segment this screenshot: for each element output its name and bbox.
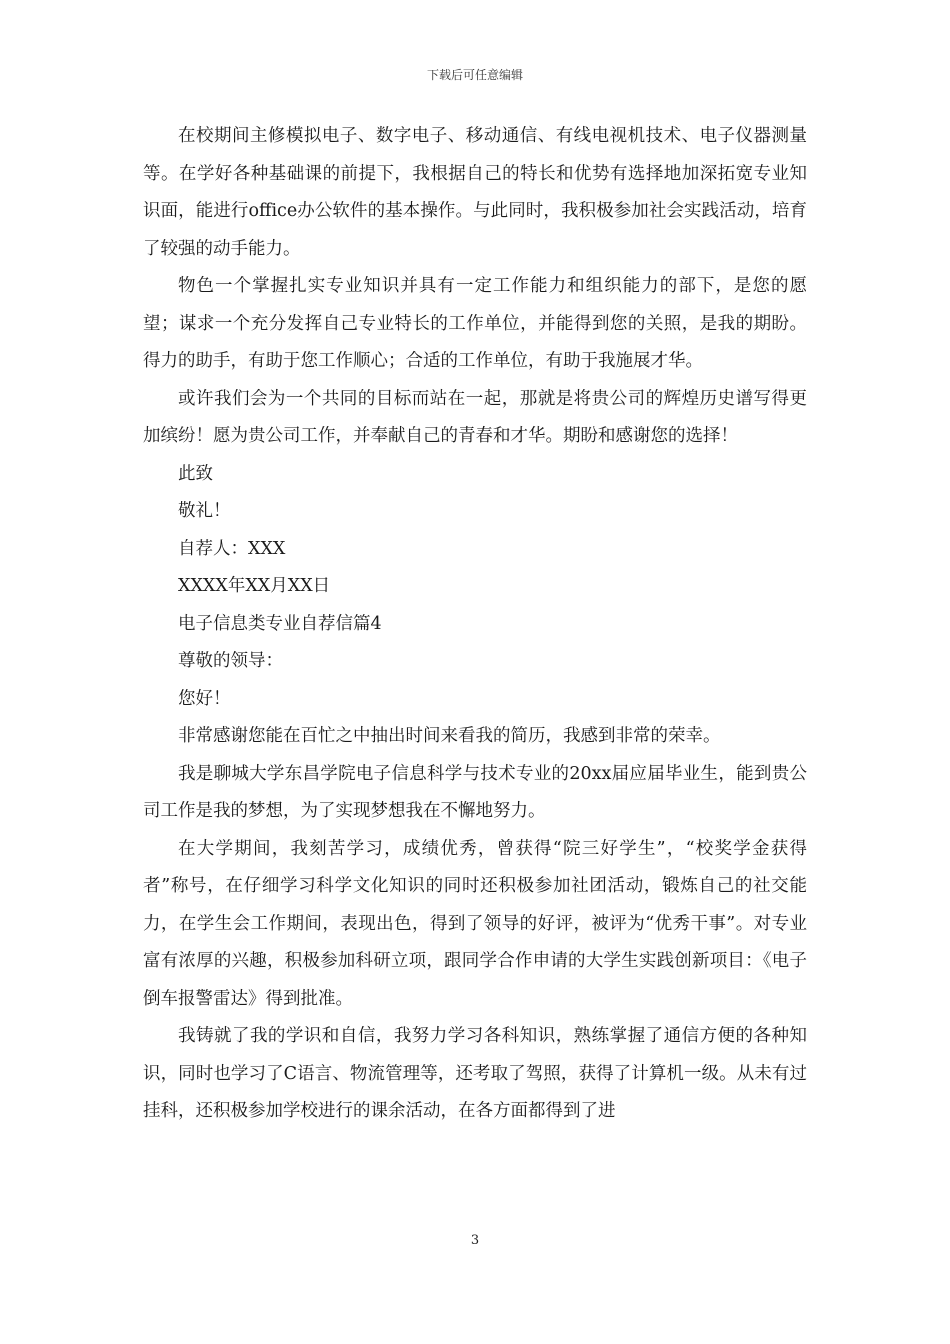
section-title: 电子信息类专业自荐信篇4	[178, 613, 382, 634]
paragraph: 非常感谢您能在百忙之中抽出时间来看我的简历，我感到非常的荣幸。	[178, 726, 721, 746]
page-header: 下载后可任意编辑	[426, 68, 523, 82]
paragraph: 我是聊城大学东昌学院电子信息科学与技术专业的20xx届应届毕业生，能到贵公司工作是我的梦想，为了实现梦想我在不懈地努力。	[143, 763, 807, 821]
paragraph: 在大学期间，我刻苦学习，成绩优秀，曾获得“院三好学生”，“校奖学金获得者”称号，在仔细学习科学文化知识的同时还积极参加社团活动，锻炼自己的社交能力，在学生会工作期间，表现出色，得到了领导的好评，被评为“优秀干事”。对专业富有浓厚的兴趣，积极参加科研立项，跟同学合作申请的大学生实践创新项目：《电子倒车报警雷达》得到批准。	[143, 838, 807, 1009]
closing-salutation: 此致	[178, 463, 213, 484]
signature-line: 自荐人：XXX	[178, 538, 286, 559]
closing-regards: 敬礼！	[178, 501, 231, 521]
paragraph: 我铸就了我的学识和自信，我努力学习各科知识，熟练掌握了通信方便的各种知识，同时也学习了C语言、物流管理等，还考取了驾照，获得了计算机一级。从未有过挂科，还积极参加学校进行的课余活动，在各方面都得到了进	[143, 1026, 807, 1121]
date-line: XXXX年XX月XX日	[178, 576, 331, 596]
document-body	[143, 118, 807, 1131]
paragraph: 物色一个掌握扎实专业知识并具有一定工作能力和组织能力的部下，是您的愿望；谋求一个充分发挥自己专业特长的工作单位，并能得到您的关照，是我的期盼。得力的助手，有助于您工作顺心；合适的工作单位，有助于我施展才华。	[143, 276, 807, 371]
paragraph: 或许我们会为一个共同的目标而站在一起，那就是将贵公司的辉煌历史谱写得更加缤纷！愿为贵公司工作，并奉献自己的青春和才华。期盼和感谢您的选择！	[143, 388, 807, 446]
paragraph: 在校期间主修模拟电子、数字电子、移动通信、有线电视机技术、电子仪器测量等。在学好各种基础课的前提下，我根据自己的特长和优势有选择地加深拓宽专业知识面，能进行office办公软件的基本操作。与此同时，我积极参加社会实践活动，培育了较强的动手能力。	[143, 126, 807, 259]
greeting-address: 尊敬的领导：	[178, 651, 283, 671]
greeting: 您好！	[178, 688, 231, 709]
page-number: 3	[470, 1233, 480, 1248]
